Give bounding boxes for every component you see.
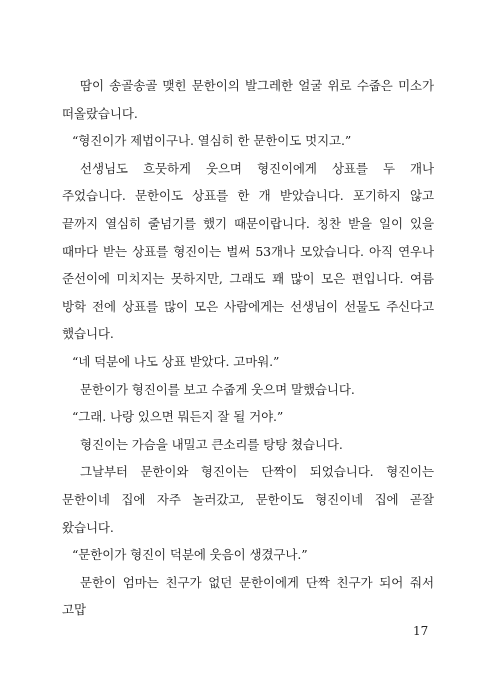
paragraph-1: 땀이 송골송골 맺힌 문한이의 발그레한 얼굴 위로 수줍은 미소가 떠올랐습니다. xyxy=(62,78,434,121)
paragraph-4-dialogue: “네 덕분에 나도 상표 받았다. 고마워.” xyxy=(72,353,280,369)
paragraph-9-dialogue: “문한이가 형진이 덕분에 웃음이 생겼구나.” xyxy=(72,547,308,563)
page-number: 17 xyxy=(413,624,429,638)
paragraph-5: 문한이가 형진이를 보고 수줍게 웃으며 말했습니다. xyxy=(80,381,355,397)
paragraph-8: 그날부터 문한이와 형진이는 단짝이 되었습니다. 형진이는 문한이네 집에 자주 놀러갔고, 문한이도 형진이네 집에 곧잘 왔습니다. xyxy=(62,464,434,535)
paragraph-6-dialogue: “그래. 나랑 있으면 뭐든지 잘 될 거야.” xyxy=(72,409,284,425)
paragraph-2-dialogue: “형진이가 제법이구나. 열심히 한 문한이도 멋지고.” xyxy=(72,133,352,149)
paragraph-7: 형진이는 가슴을 내밀고 큰소리를 탕탕 쳤습니다. xyxy=(80,436,343,452)
paragraph-3: 선생님도 흐뭇하게 웃으며 형진이에게 상표를 두 개나 주었습니다. 문한이도 상표를 한 개 받았습니다. 포기하지 않고 끝까지 열심히 줄넘기를 했기 때문이랍니다. 칭찬 받을 일이 있을 때마다 받는 상표를 형진이는 벌써 53개나 모았습니다. 아직 연우나 준선이에 미치지는 못하지만, 그래도 꽤 많이 모은 편입니다. 여름 방학 전에 상표를 많이 모은 사람에게는 선생님이 선물도 주신다고 했습니다. xyxy=(62,160,434,342)
body-text xyxy=(62,72,434,624)
paragraph-10: 문한이 엄마는 친구가 없던 문한이에게 단짝 친구가 되어 줘서 고맙 xyxy=(62,574,434,618)
